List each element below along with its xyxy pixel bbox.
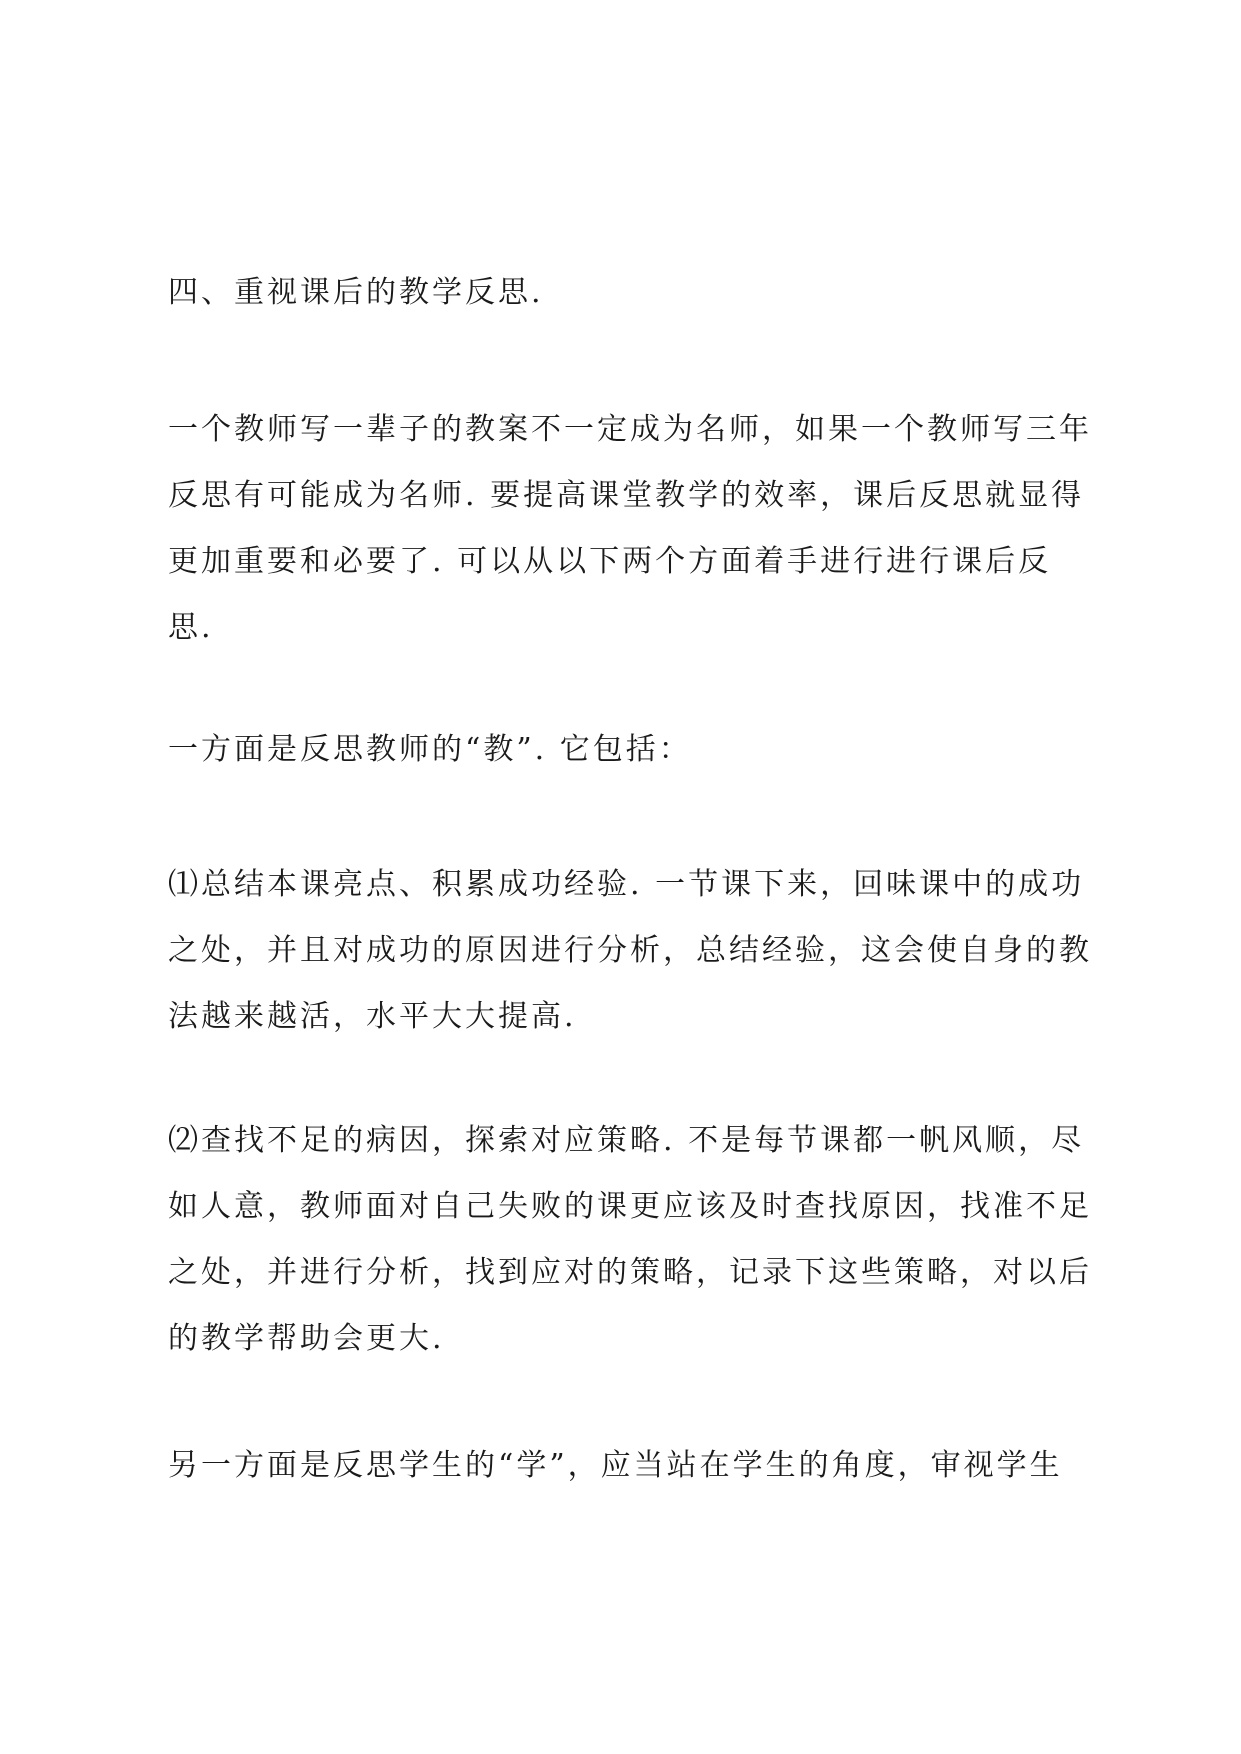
text-line: 的教学帮助会更大. [168,1321,445,1356]
paragraph-point-1 [168,852,1098,1050]
paragraph-student-reflection [168,1433,1098,1499]
text-line: ⑴总结本课亮点、积累成功经验. 一节课下来，回味课中的成功 [168,867,1085,902]
paragraph-teacher-reflection [168,717,1098,783]
text-line: 四、重视课后的教学反思. [168,275,544,310]
text-line: 一个教师写一辈子的教案不一定成为名师，如果一个教师写三年 [168,412,1092,447]
text-line: 之处，并且对成功的原因进行分析，总结经验，这会使自身的教 [168,933,1092,968]
text-line: 一方面是反思教师的“教”. 它包括： [168,732,692,767]
text-line: 之处，并进行分析，找到应对的策略，记录下这些策略，对以后 [168,1255,1092,1290]
section-heading [168,260,1098,326]
text-line: ⑵查找不足的病因，探索对应策略. 不是每节课都一帆风顺，尽 [168,1123,1085,1158]
paragraph-intro [168,397,1098,661]
text-line: 思. [168,610,214,645]
text-line: 法越来越活，水平大大提高. [168,999,577,1034]
text-line: 反思有可能成为名师. 要提高课堂教学的效率，课后反思就显得 [168,478,1085,513]
text-line: 如人意，教师面对自己失败的课更应该及时查找原因，找准不足 [168,1189,1092,1224]
text-line: 更加重要和必要了. 可以从以下两个方面着手进行进行课后反 [168,544,1052,579]
paragraph-point-2 [168,1108,1098,1372]
text-line: 另一方面是反思学生的“学”，应当站在学生的角度，审视学生 [168,1448,1063,1483]
